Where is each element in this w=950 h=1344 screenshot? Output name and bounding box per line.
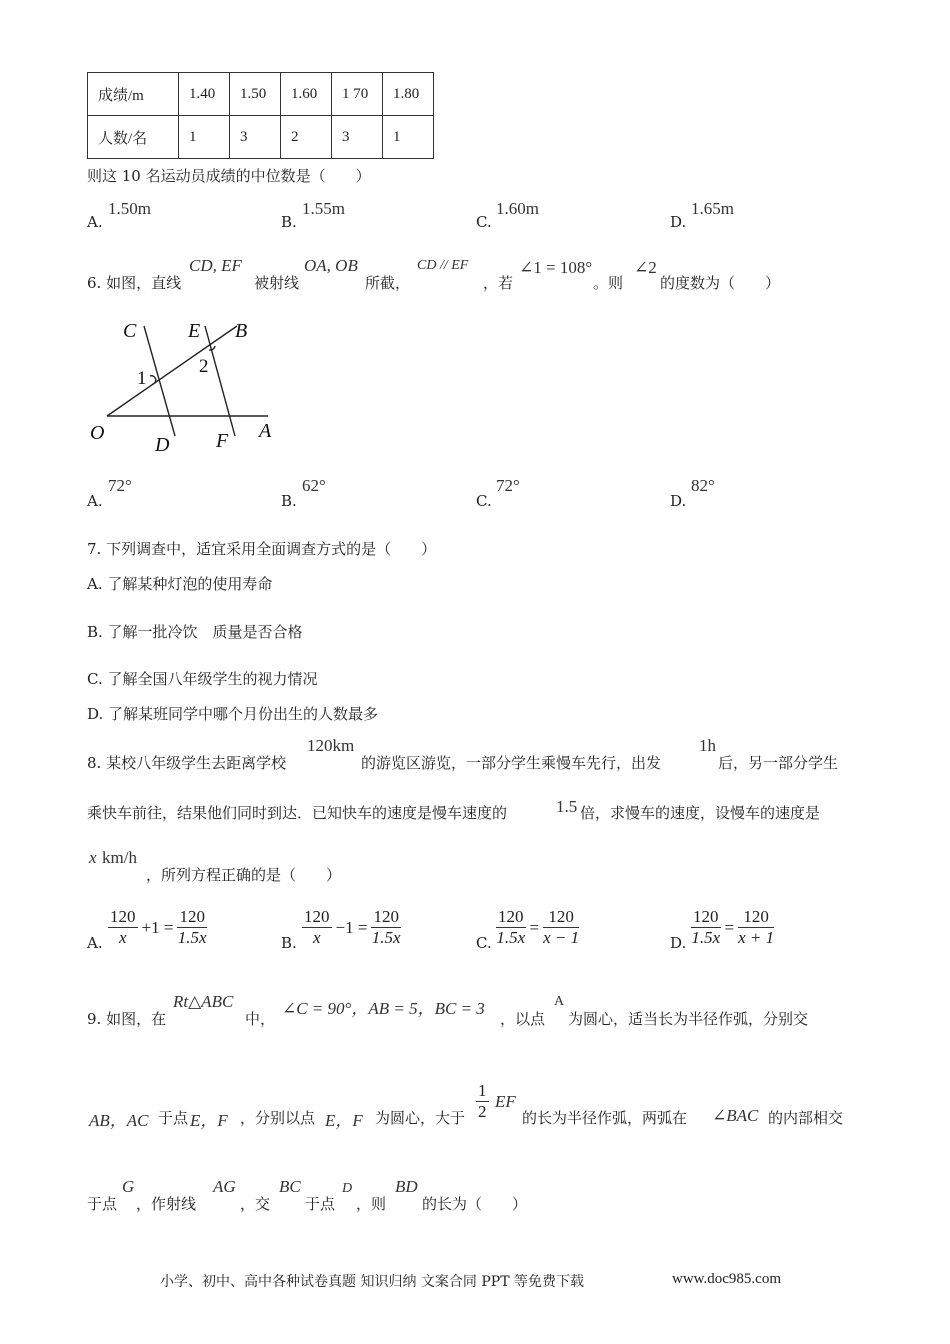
- q9-math-e-f: E，F: [190, 1111, 228, 1130]
- q8-math-120km: 120km: [307, 736, 355, 755]
- q9-math-bd: BD: [395, 1177, 418, 1196]
- q9-math-ag: AG: [213, 1177, 236, 1196]
- frac-den: x − 1: [543, 928, 580, 947]
- score-table: [87, 72, 434, 159]
- q8-stem-1: 8. 某校八年级学生去距离学校: [87, 754, 287, 772]
- q9-line2-3: 为圆心，大于: [375, 1109, 466, 1127]
- label-b: B: [235, 320, 248, 342]
- q9-line3-1: 于点: [87, 1195, 118, 1213]
- table-cell: 1.60: [281, 73, 332, 116]
- q9-line2-4: 的长为半径作弧，两弧在: [522, 1109, 688, 1127]
- frac-num: 120: [498, 907, 524, 926]
- frac-num: 120: [304, 907, 330, 926]
- footer-text: 小学、初中、高中各种试卷真题 知识归纳 文案合同 PPT 等免费下载: [160, 1274, 584, 1290]
- q6-option-c-value: 72°: [496, 476, 520, 495]
- q5-option-d-label: D.: [670, 213, 687, 231]
- q9-stem-1: 9. 如图，在: [87, 1010, 167, 1028]
- q9-math-ef: EF: [495, 1092, 516, 1111]
- q6-option-d-value: 82°: [691, 476, 715, 495]
- q8-stem-2: 的游览区游览，一部分学生乘慢车先行，出发: [361, 754, 662, 772]
- q6-math-angle2: ∠2: [634, 258, 657, 277]
- q7-option-c: C. 了解全国八年级学生的视力情况: [87, 670, 318, 688]
- equation-operator: −1 =: [335, 917, 368, 937]
- label-o: O: [90, 422, 105, 444]
- q8-option-a-equation: [108, 907, 207, 948]
- q7-option-a: A. 了解某种灯泡的使用寿命: [87, 575, 273, 593]
- angle1-arc: [150, 376, 156, 384]
- frac-den: x + 1: [738, 928, 775, 947]
- label-d: D: [155, 434, 170, 456]
- table-row: [88, 73, 434, 116]
- label-angle1: 1: [137, 368, 147, 389]
- frac-den: 1.5x: [177, 928, 207, 947]
- q6-option-b-value: 62°: [302, 476, 326, 495]
- q8-option-d-equation: [691, 907, 774, 948]
- q6-figure: [85, 312, 285, 462]
- q8-math-1h: 1h: [699, 736, 716, 755]
- q8-stem-3: 后，另一部分学生: [718, 754, 839, 772]
- q5-option-a-label: A.: [87, 213, 103, 231]
- q9-line3-3: ，交: [240, 1195, 271, 1213]
- table-cell: 1: [179, 116, 230, 159]
- table-row: [88, 116, 434, 159]
- q6-stem-6: 的度数为（ ）: [660, 274, 781, 292]
- table-cell: 2: [281, 116, 332, 159]
- table-cell: 3: [332, 116, 383, 159]
- q8-line2-a: 乘快车前往，结果他们同时到达．已知快车的速度是慢车速度的: [87, 804, 508, 822]
- line-cd: [144, 326, 175, 436]
- q7-stem: 7. 下列调查中，适宜采用全面调查方式的是（ ）: [87, 540, 437, 558]
- q7-option-d: D. 了解某班同学中哪个月份出生的人数最多: [87, 705, 379, 723]
- q6-stem-1: 6. 如图，直线: [87, 274, 182, 292]
- q6-stem-3: 所截，: [365, 274, 411, 292]
- q6-stem-4: ，若: [483, 274, 514, 292]
- q6-option-a-label: A.: [87, 492, 103, 510]
- q9-math-ab-ac: AB，AC: [89, 1111, 149, 1130]
- q6-option-d-label: D.: [670, 492, 687, 510]
- q5-stem: 则这 10 名运动员成绩的中位数是（ ）: [87, 167, 371, 185]
- q6-math-angle1: ∠1 = 108°: [519, 258, 593, 277]
- q8-option-d-label: D.: [670, 934, 687, 952]
- table-cell: 3: [230, 116, 281, 159]
- q8-option-b-label: B.: [281, 934, 297, 952]
- q9-math-bc: BC: [279, 1177, 301, 1196]
- frac-den: 1.5x: [371, 928, 401, 947]
- q5-option-a-value: 1.50m: [108, 199, 151, 218]
- q5-option-d-value: 1.65m: [691, 199, 734, 218]
- q8-option-b-equation: [302, 907, 401, 948]
- q9-line2-1: 于点: [158, 1109, 189, 1127]
- q6-math-cd-ef: CD, EF: [189, 256, 242, 275]
- q6-option-c-label: C.: [476, 492, 492, 510]
- q9-math-angle-bac: ∠BAC: [712, 1106, 759, 1125]
- q9-line3-5: ，则: [356, 1195, 387, 1213]
- frac-den: 2: [478, 1102, 487, 1121]
- q9-fraction-half: [476, 1081, 489, 1122]
- q5-option-b-label: B.: [281, 213, 297, 231]
- label-angle2: 2: [199, 356, 209, 377]
- q6-option-a-value: 72°: [108, 476, 132, 495]
- q6-option-b-label: B.: [281, 492, 297, 510]
- frac-den: x: [312, 928, 321, 947]
- q9-stem-3: ，以点: [500, 1010, 546, 1028]
- equation-operator: +1 =: [141, 917, 174, 937]
- table-cell: 1.80: [383, 73, 434, 116]
- q9-math-conditions: ∠C = 90°，AB = 5，BC = 3: [282, 999, 485, 1018]
- q8-math-1-5: 1.5: [556, 797, 578, 816]
- q9-line2-5: 的内部相交: [768, 1109, 844, 1127]
- q9-math-triangle: Rt△ABC: [173, 992, 234, 1011]
- q6-stem-2: 被射线: [254, 274, 300, 292]
- frac-den: x: [118, 928, 127, 947]
- table-cell: 1.40: [179, 73, 230, 116]
- q5-option-c-label: C.: [476, 213, 492, 231]
- q9-line3-6: 的长为（ ）: [422, 1195, 528, 1213]
- frac-num: 120: [693, 907, 719, 926]
- equation-operator: =: [529, 917, 540, 937]
- table-cell: 人数/名: [88, 116, 179, 159]
- q5-option-b-value: 1.55m: [302, 199, 345, 218]
- equation-operator: =: [724, 917, 735, 937]
- q9-math-a: A: [554, 994, 565, 1009]
- footer-url[interactable]: www.doc985.com: [672, 1271, 782, 1287]
- frac-num: 120: [738, 907, 774, 928]
- q6-math-parallel: CD // EF: [417, 258, 469, 273]
- table-cell: 1 70: [332, 73, 383, 116]
- label-c: C: [123, 320, 137, 342]
- frac-num: 120: [110, 907, 136, 926]
- q7-option-b: B. 了解一批冷饮 质量是否合格: [87, 623, 303, 641]
- q8-option-a-label: A.: [87, 934, 103, 952]
- q8-option-c-equation: [496, 907, 579, 948]
- q9-line3-2: ，作射线: [136, 1195, 197, 1213]
- line-ef: [205, 326, 235, 436]
- q6-math-oa-ob: OA, OB: [304, 256, 358, 275]
- q9-stem-2: 中，: [245, 1010, 276, 1028]
- q9-math-e-f-2: E，F: [325, 1111, 363, 1130]
- q9-stem-4: 为圆心，适当长为半径作弧，分别交: [568, 1010, 809, 1028]
- frac-num: 1: [478, 1081, 487, 1100]
- q8-math-unit: km/h: [102, 848, 137, 867]
- q8-option-c-label: C.: [476, 934, 492, 952]
- frac-den: 1.5x: [496, 928, 526, 947]
- frac-den: 1.5x: [691, 928, 721, 947]
- frac-num: 120: [543, 907, 579, 928]
- q8-math-x: x: [89, 848, 97, 867]
- q9-math-d: D: [342, 1181, 353, 1196]
- q8-line2-b: 倍，求慢车的速度，设慢车的速度是: [580, 804, 821, 822]
- frac-num: 120: [179, 907, 205, 926]
- q9-math-g: G: [122, 1177, 135, 1196]
- q9-line2-2: ，分别以点: [240, 1109, 316, 1127]
- label-f: F: [216, 430, 229, 452]
- q5-option-c-value: 1.60m: [496, 199, 539, 218]
- label-e: E: [188, 320, 201, 342]
- table-cell: 1: [383, 116, 434, 159]
- label-a: A: [259, 420, 272, 442]
- q9-line3-4: 于点: [305, 1195, 336, 1213]
- frac-num: 120: [373, 907, 399, 926]
- table-cell: 1.50: [230, 73, 281, 116]
- q6-stem-5: 。则: [593, 274, 624, 292]
- table-cell: 成绩/m: [88, 73, 179, 116]
- q8-line3: ，所列方程正确的是（ ）: [146, 866, 342, 884]
